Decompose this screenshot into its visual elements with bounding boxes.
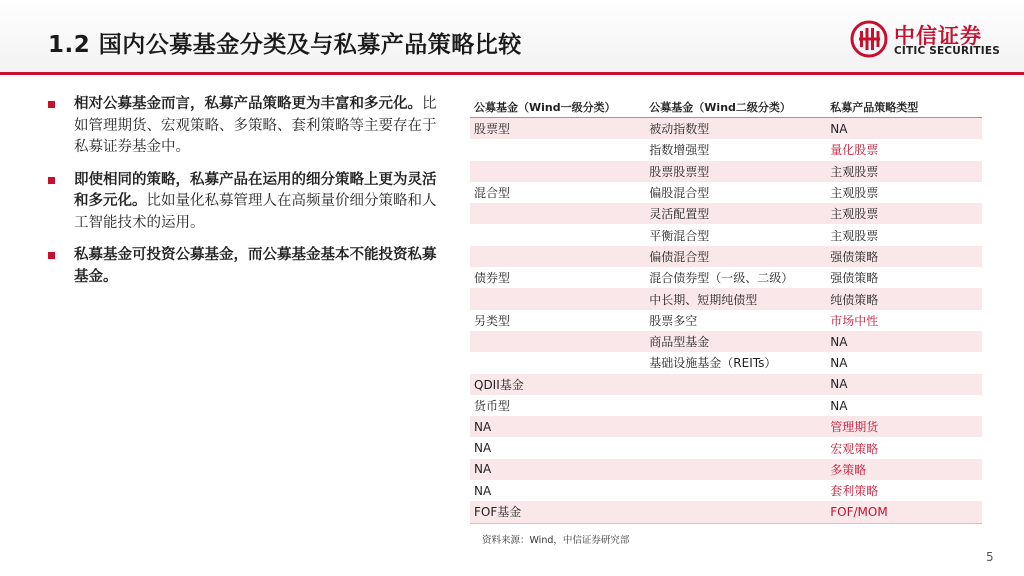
bullet-item (48, 94, 444, 159)
cell-strategy: NA (826, 331, 982, 352)
cell-level2: 被动指数型 (645, 118, 826, 140)
cell-strategy: 主观股票 (826, 203, 982, 224)
cell-level1 (470, 203, 645, 224)
table-row (470, 161, 982, 182)
cell-level2 (645, 416, 826, 437)
fund-comparison-table (470, 96, 982, 523)
cell-strategy: 强债策略 (826, 246, 982, 267)
table-bottom-line (470, 523, 982, 524)
cell-level2: 偏债混合型 (645, 246, 826, 267)
cell-level1: 股票型 (470, 118, 645, 140)
table-row (470, 288, 982, 309)
cell-strategy: 主观股票 (830, 228, 879, 243)
red-square-icon (48, 252, 55, 259)
cell-level1: 混合型 (474, 186, 511, 201)
cell-level1: QDII基金 (470, 374, 645, 395)
red-square-icon (48, 101, 55, 108)
cell-level1 (470, 161, 645, 182)
cell-strategy: 宏观策略 (830, 441, 879, 456)
cell-level1: 货币型 (474, 399, 511, 413)
bullet-list (48, 94, 444, 299)
cell-level1: FOF基金 (470, 501, 645, 522)
table-row (470, 437, 982, 458)
cell-level2: 平衡混合型 (649, 228, 710, 243)
cell-level1 (470, 288, 645, 309)
table-row (470, 246, 982, 267)
cell-strategy: 主观股票 (826, 161, 982, 182)
cell-strategy: 套利策略 (830, 484, 879, 499)
table-row (470, 139, 982, 160)
header-strategy: 私募产品策略类型 (826, 96, 982, 118)
cell-level1 (470, 331, 645, 352)
cell-level2: 股票多空 (649, 313, 698, 328)
cell-level2 (645, 437, 826, 458)
table-row (470, 416, 982, 437)
cell-level1: NA (474, 441, 492, 456)
cell-level1: 债券型 (474, 271, 511, 286)
page-title: 1.2 国内公募基金分类及与私募产品策略比较 (48, 32, 522, 58)
cell-level1: NA (474, 483, 492, 498)
table-row (470, 395, 982, 416)
cell-level2 (645, 374, 826, 395)
bullet-text: 比如量化私募管理人在高频量价细分策略和人工智能技术的运用。 (74, 193, 437, 231)
cell-level2: 指数增强型 (649, 143, 710, 158)
cell-strategy: 多策略 (826, 459, 982, 480)
table-row (470, 374, 982, 395)
cell-level2 (645, 501, 826, 522)
cell-strategy: NA (830, 355, 848, 370)
cell-level1: NA (470, 459, 645, 480)
cell-level1 (470, 139, 645, 160)
cell-level2: 灵活配置型 (645, 203, 826, 224)
header-bar (0, 0, 1024, 72)
table-row (470, 501, 982, 522)
citic-logo (850, 20, 1000, 62)
logo-english-text: CITIC SECURITIES (894, 45, 1001, 57)
table-row (470, 267, 982, 288)
page-number: 5 (986, 550, 994, 564)
cell-level2 (645, 480, 826, 501)
bullet-bold-text: 私募基金可投资公募基金，而公募基金基本不能投资私募基金。 (74, 247, 437, 285)
bullet-item (48, 245, 444, 288)
cell-level1 (470, 224, 645, 245)
header-level1: 公募基金（Wind一级分类） (470, 96, 645, 118)
cell-strategy: 市场中性 (830, 313, 879, 328)
cell-level1 (470, 352, 645, 373)
source-note: 资料来源：Wind，中信证券研究部 (482, 535, 630, 546)
table-row (470, 118, 982, 140)
header-divider (0, 72, 1024, 75)
cell-strategy: NA (826, 374, 982, 395)
cell-level2 (645, 395, 826, 416)
table-header-row (470, 96, 982, 118)
bullet-bold-text: 相对公募基金而言，私募产品策略更为丰富和多元化。 (74, 96, 422, 112)
cell-level2: 股票股票型 (645, 161, 826, 182)
table-row (470, 459, 982, 480)
red-square-icon (48, 177, 55, 184)
cell-level2: 商品型基金 (645, 331, 826, 352)
table-body (470, 118, 982, 523)
logo-chinese-text: 中信证券 (894, 24, 982, 48)
cell-level2 (645, 459, 826, 480)
bullet-text: 比如管理期货、宏观策略、多策略、套利策略等主要存在于私募证券基金中。 (74, 96, 437, 155)
cell-level1 (470, 246, 645, 267)
cell-level1: 另类型 (474, 313, 511, 328)
table-row (470, 310, 982, 331)
bullet-item (48, 170, 444, 235)
header-level2: 公募基金（Wind二级分类） (645, 96, 826, 118)
cell-strategy: 量化股票 (830, 143, 879, 158)
cell-strategy: NA (830, 398, 848, 413)
table-row (470, 480, 982, 501)
table-row (470, 331, 982, 352)
cell-strategy: 强债策略 (830, 271, 879, 286)
cell-strategy: FOF/MOM (826, 501, 982, 522)
table-row (470, 352, 982, 373)
cell-level2: 中长期、短期纯债型 (645, 288, 826, 309)
bullet-bold-text: 即使相同的策略，私募产品在运用的细分策略上更为灵活和多元化。 (74, 171, 437, 209)
cell-strategy: 主观股票 (830, 186, 879, 201)
cell-level2: 偏股混合型 (649, 186, 710, 201)
table-row (470, 203, 982, 224)
citic-logo-icon (850, 20, 888, 58)
cell-level2: 基础设施基金（REITs） (649, 356, 777, 371)
cell-level2: 混合债券型（一级、二级） (649, 271, 794, 286)
cell-strategy: 管理期货 (826, 416, 982, 437)
cell-strategy: NA (826, 118, 982, 140)
cell-strategy: 纯债策略 (826, 288, 982, 309)
cell-level1: NA (470, 416, 645, 437)
table-row (470, 224, 982, 245)
table-row (470, 182, 982, 203)
